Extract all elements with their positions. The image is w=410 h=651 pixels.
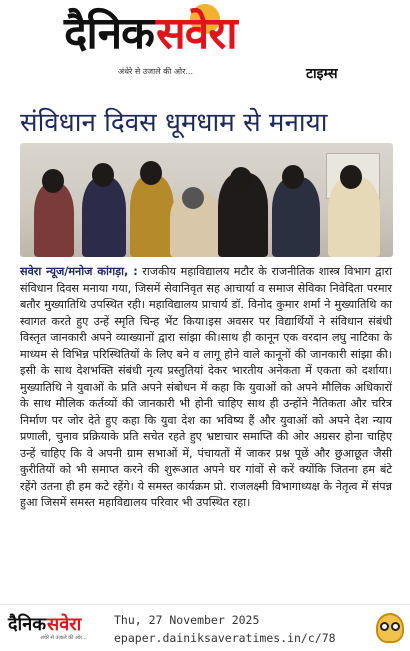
person-head [182, 187, 204, 209]
article-body [20, 264, 392, 512]
person-figure [328, 177, 380, 257]
footer-logo-tagline: अंधेरे से उजाले की ओर... [40, 635, 87, 641]
logo-word-times: टाइम्स [306, 66, 338, 82]
person-figure [272, 177, 320, 257]
epaper-link[interactable]: epaper.dainiksaveratimes.in/c/78 [114, 631, 336, 645]
article-text: राजकीय महाविद्यालय मटौर के राजनीतिक शास्त्र विभाग द्वारा संविधान दिवस मनाया गया, जिसमें सेवानिवृत सह आचार्या व समाज सेविका निवेदिता परमार बतौर मुख्यातिथि उपस्थित रही। महाविद्यालय प्राचार्य डॉ. विनोद कुमार शर्मा ने मुख्यातिथि का स्वागत करते हुए उन्हें स्मृति चिन्ह भेंट किया।इस अवसर पर विद्यार्थियों ने संविधान संबंधी विस्तृत जानकारी अपने व्याख्यानों द्वारा सांझा की।साथ ही कानून एक वरदान लघु नाटिका के माध्यम से विभिन्न परिस्थितियों के लिए बने व लागू होने वाले कानूनों की जानकारी सांझा की। इसी के साथ देशभक्ति संबंधी नृत्य प्रस्तुतियां देकर भारतीय अनेकता में एकता को दर्शाया। मुख्यातिथि ने युवाओं के प्रति अपने संबोधन में कहा कि युवाओं को अपने मौलिक अधिकारों के साथ मौलिक कर्तव्यों की जानकारी भी होनी चाहिए साथ ही उन्होंने नैतिकता और चरित्र निर्माण पर जोर देते हुए कहा कि युवा देश का भविष्य हैं और युवाओं को अपने देश न्याय प्रणाली, चुनाव प्रक्रियाके प्रति सचेत रहते हुए भ्रष्टाचार समाप्ति की ओर अग्रसर होना चाहिए उन्हें चाहिए कि वे अपनी ग्राम सभाओं में, पंचायतों में जाकर प्रश्न पूछें और छुआछूत जैसी कुरीतियों को भी समाप्त करने की शुरूआत अपने घर गांवों से करें क्योंकि जितना हम बंटे रहेंगे उतना ही हम कटे रहेंगे। ये समस्त कार्यक्रम प्रो. राजलक्ष्मी विभागाध्यक्ष के नेतृत्व में संपन्न हुआ जिसमें समस्त महाविद्यालय परिवार भी उपस्थित रहा। [20, 265, 392, 509]
article-byline: सवेरा न्यूज/मनोज कांगड़ा, : [20, 265, 138, 278]
article-headline [20, 100, 392, 146]
newspaper-logo [64, 4, 237, 64]
footer-logo-word-savera: सवेरा [47, 614, 82, 635]
logo-word-dainik: दैनिक [64, 8, 154, 59]
owl-eye-right [391, 622, 400, 631]
publication-date: Thu, 27 November 2025 [114, 613, 260, 627]
masthead [0, 0, 410, 92]
person-figure [82, 177, 126, 257]
logo-word-savera: सवेरा [155, 8, 237, 59]
person-head [340, 165, 362, 189]
person-head [140, 161, 162, 185]
article-photo [20, 143, 393, 257]
person-head [42, 169, 64, 193]
person-head [282, 165, 304, 189]
page-footer [0, 604, 410, 651]
footer-logo-word-dainik: दैनिक [8, 614, 47, 635]
headline-text: संविधान दिवस धूमधाम से मनाया [20, 108, 328, 138]
person-head [92, 163, 114, 187]
logo-tagline: अंधेरे से उजाले की ओर... [118, 67, 194, 76]
footer-logo [8, 609, 81, 637]
person-figure [34, 183, 74, 257]
owl-eye-left [380, 622, 389, 631]
person-head [230, 167, 252, 191]
owl-icon [376, 613, 404, 643]
person-figure [130, 175, 174, 257]
